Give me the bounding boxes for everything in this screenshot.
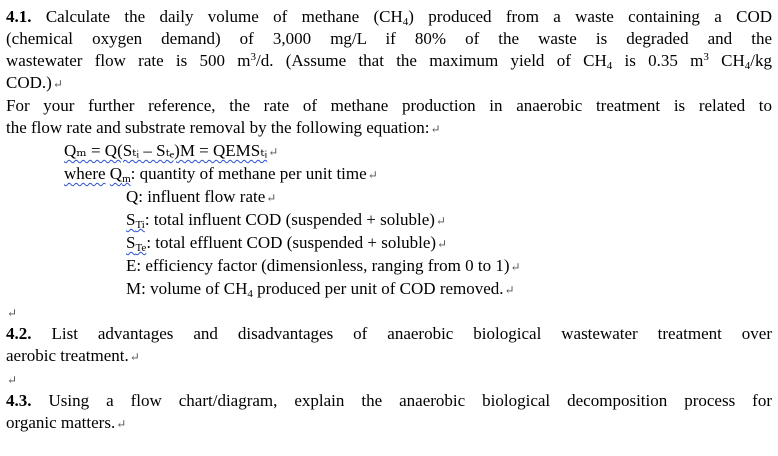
q41-line-1: 4.1. Calculate the daily volume of methane $(CH_4)$ produced from a waste containing a COD xyxy=(6,7,773,28)
blank-line: ↵ xyxy=(7,373,18,387)
document-page xyxy=(6,6,772,435)
definition-sti: $S_{Ti}$: total influent COD (suspended + soluble)↵ xyxy=(126,210,446,231)
reference-line-2: the flow rate and substrate removal by the following equation:↵ xyxy=(6,118,441,137)
definition-q: Q: influent flow rate↵ xyxy=(126,187,277,206)
q42-number: 4.2. xyxy=(6,324,32,343)
q41-line-3: wastewater flow rate is 500 $m^3/d$. (Assume that the maximum yield of $CH_4$ is 0.35 $m^3$ $CH_4/kg$ xyxy=(6,51,772,72)
q43-number: 4.3. xyxy=(6,391,32,410)
equation-text: Qₘ = Q(Sₜᵢ – Sₜₑ)M = QEMSₜᵢ xyxy=(64,141,268,160)
reference-paragraph xyxy=(6,95,772,140)
q41-number: 4.1. xyxy=(6,7,32,26)
blank-line: ↵ xyxy=(7,306,18,320)
question-4-2 xyxy=(6,323,772,368)
q42-line-2: aerobic treatment.↵ xyxy=(6,346,140,365)
definition-qm: where $Q_m$: quantity of methane per unit time↵ xyxy=(64,164,378,185)
paragraph-mark: ↵ xyxy=(268,145,279,159)
definitions-list xyxy=(126,186,772,301)
q43-line-2: organic matters.↵ xyxy=(6,413,127,432)
question-4-1 xyxy=(6,6,772,95)
definition-ste: $S_{Te}$: total effluent COD (suspended + soluble)↵ xyxy=(126,233,448,254)
methane-equation xyxy=(64,140,772,186)
paragraph-mark: ↵ xyxy=(430,122,441,136)
q41-line-4: COD.)↵ xyxy=(6,73,63,92)
question-4-3 xyxy=(6,390,772,435)
q43-line-1: 4.3. Using a flow chart/diagram, explain the anaerobic biological decomposition process for xyxy=(6,391,772,410)
q42-line-1: 4.2. List advantages and disadvantages of anaerobic biological wastewater treatment over xyxy=(6,324,773,343)
definition-m: M: volume of $CH_4$ produced per unit of COD removed.↵ xyxy=(126,279,515,300)
paragraph-mark: ↵ xyxy=(52,77,63,91)
q41-line-2: (chemical oxygen demand) of 3,000 mg/L if 80% of the waste is degraded and the xyxy=(6,29,772,48)
definition-e: E: efficiency factor (dimensionless, ranging from 0 to 1)↵ xyxy=(126,256,521,275)
reference-line-1: For your further reference, the rate of methane production in anaerobic treatment is related to xyxy=(6,96,772,115)
